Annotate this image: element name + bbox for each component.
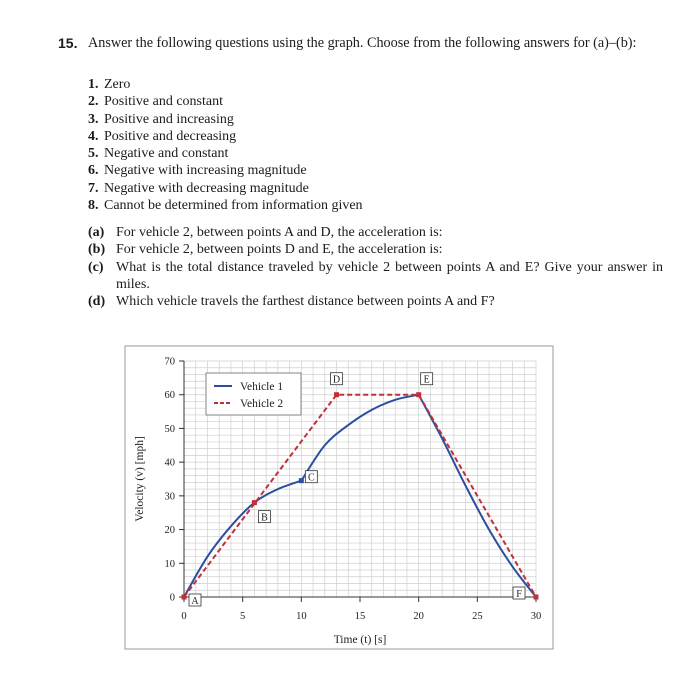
point-marker	[416, 392, 421, 397]
option-number: 6.	[88, 163, 99, 179]
option-text: Cannot be determined from information given	[104, 198, 363, 214]
option-number: 1.	[88, 77, 99, 92]
point-marker	[182, 595, 187, 600]
y-tick-label: 0	[169, 592, 175, 604]
subquestion	[88, 293, 663, 310]
option-number: 3.	[88, 111, 99, 127]
subquestion-label: (c)	[88, 259, 104, 275]
answer-option	[88, 197, 363, 214]
subquestion	[88, 224, 663, 241]
option-text: Negative and constant	[104, 146, 229, 162]
subquestion-label: (d)	[88, 294, 106, 310]
option-text: Zero	[104, 77, 131, 92]
subquestions-list	[88, 224, 663, 310]
y-tick-label: 20	[164, 525, 175, 537]
option-text: Negative with increasing magnitude	[104, 163, 307, 179]
answer-option	[88, 180, 363, 197]
point-marker	[252, 500, 257, 505]
subquestion-text: What is the total distance traveled by vehicle 2 between points A and E? Give your answer in miles.	[116, 259, 663, 292]
velocity-time-chart	[124, 345, 554, 650]
x-tick-label: 15	[354, 611, 366, 622]
option-text: Negative with decreasing magnitude	[104, 180, 309, 196]
point-label-A: A	[191, 596, 199, 607]
answer-option	[88, 76, 363, 93]
y-tick-label: 70	[164, 356, 175, 368]
answer-option	[88, 145, 363, 162]
y-tick-label: 40	[164, 457, 175, 469]
subquestion-text: For vehicle 2, between points D and E, the acceleration is:	[116, 242, 443, 258]
y-tick-label: 50	[164, 423, 175, 435]
x-tick-label: 0	[181, 611, 187, 622]
point-label-E: E	[423, 374, 430, 386]
question-number: 15.	[58, 35, 78, 51]
subquestion-text: Which vehicle travels the farthest distance between points A and F?	[116, 294, 495, 310]
answer-options-list	[88, 76, 363, 214]
point-marker	[334, 392, 339, 397]
option-text: Positive and decreasing	[104, 128, 237, 144]
option-number: 8.	[88, 198, 99, 214]
subquestion-text: For vehicle 2, between points A and D, the acceleration is:	[116, 225, 443, 240]
point-label-B: B	[261, 512, 268, 524]
y-tick-label: 10	[164, 558, 175, 570]
y-tick-label: 30	[164, 491, 175, 503]
x-tick-label: 25	[472, 611, 483, 622]
subquestion	[88, 259, 663, 294]
y-axis-label: Velocity (v) [mph]	[134, 436, 146, 522]
option-number: 2.	[88, 94, 99, 110]
subquestion-label: (a)	[88, 225, 105, 240]
y-tick-label: 60	[164, 390, 175, 402]
point-label-F: F	[516, 589, 522, 600]
point-label-C: C	[307, 472, 315, 484]
question-intro: Answer the following questions using the graph. Choose from the following answers for (a)–(b):	[88, 35, 637, 51]
point-marker	[299, 478, 304, 483]
x-tick-label: 20	[413, 611, 424, 622]
answer-option	[88, 111, 363, 128]
option-text: Positive and increasing	[104, 111, 234, 127]
option-text: Positive and constant	[104, 94, 223, 110]
x-tick-label: 10	[296, 611, 307, 622]
option-number: 7.	[88, 180, 99, 196]
legend-vehicle-2-label: Vehicle 2	[240, 398, 284, 410]
answer-option	[88, 128, 363, 145]
x-tick-label: 5	[240, 611, 246, 622]
option-number: 4.	[88, 128, 99, 144]
legend-vehicle-1-label: Vehicle 1	[240, 381, 284, 393]
option-number: 5.	[88, 146, 99, 162]
answer-option	[88, 162, 363, 179]
point-label-D: D	[332, 374, 341, 386]
subquestion-label: (b)	[88, 242, 106, 258]
subquestion	[88, 241, 663, 258]
x-axis-label: Time (t) [s]	[333, 634, 387, 646]
answer-option	[88, 93, 363, 110]
x-tick-label: 30	[530, 611, 542, 622]
point-marker	[534, 595, 539, 600]
